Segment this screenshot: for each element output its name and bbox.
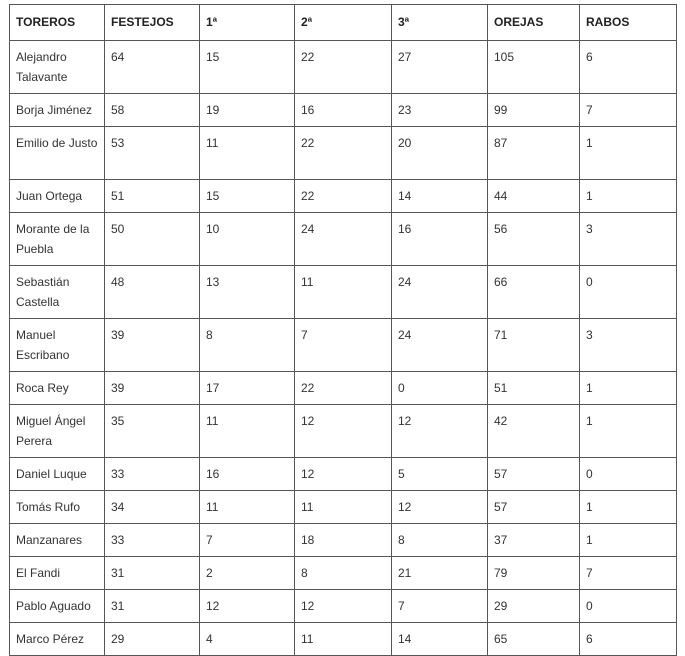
cell-orejas: 65 — [488, 623, 580, 656]
cell-torero: Morante de la Puebla — [10, 213, 105, 266]
cell-torero: Manuel Escribano — [10, 319, 105, 372]
cell-primera: 2 — [200, 557, 295, 590]
cell-primera: 12 — [200, 590, 295, 623]
toreros-table — [9, 4, 677, 656]
cell-tercera: 0 — [392, 372, 488, 405]
cell-rabos: 1 — [580, 372, 677, 405]
table-row — [10, 180, 677, 213]
cell-tercera: 16 — [392, 213, 488, 266]
cell-rabos: 1 — [580, 127, 677, 180]
cell-segunda: 12 — [295, 590, 392, 623]
cell-orejas: 29 — [488, 590, 580, 623]
cell-festejos: 35 — [105, 405, 200, 458]
cell-festejos: 33 — [105, 524, 200, 557]
table-row — [10, 491, 677, 524]
table-row — [10, 557, 677, 590]
header-tercera: 3ª — [392, 5, 488, 41]
cell-tercera: 24 — [392, 266, 488, 319]
cell-tercera: 21 — [392, 557, 488, 590]
cell-tercera: 8 — [392, 524, 488, 557]
cell-festejos: 34 — [105, 491, 200, 524]
cell-rabos: 1 — [580, 180, 677, 213]
cell-segunda: 18 — [295, 524, 392, 557]
cell-primera: 11 — [200, 127, 295, 180]
cell-primera: 11 — [200, 405, 295, 458]
header-orejas: OREJAS — [488, 5, 580, 41]
cell-tercera: 5 — [392, 458, 488, 491]
cell-primera: 11 — [200, 491, 295, 524]
cell-segunda: 24 — [295, 213, 392, 266]
cell-torero: Alejandro Talavante — [10, 41, 105, 94]
cell-torero: Borja Jiménez — [10, 94, 105, 127]
cell-primera: 16 — [200, 458, 295, 491]
table-row — [10, 94, 677, 127]
cell-torero: Marco Pérez — [10, 623, 105, 656]
cell-primera: 4 — [200, 623, 295, 656]
cell-rabos: 6 — [580, 41, 677, 94]
cell-festejos: 64 — [105, 41, 200, 94]
cell-orejas: 87 — [488, 127, 580, 180]
cell-festejos: 39 — [105, 319, 200, 372]
table-row — [10, 405, 677, 458]
cell-segunda: 11 — [295, 491, 392, 524]
cell-orejas: 99 — [488, 94, 580, 127]
table-row — [10, 266, 677, 319]
cell-orejas: 57 — [488, 458, 580, 491]
cell-rabos: 7 — [580, 557, 677, 590]
cell-torero: Daniel Luque — [10, 458, 105, 491]
cell-festejos: 31 — [105, 557, 200, 590]
cell-orejas: 42 — [488, 405, 580, 458]
cell-segunda: 16 — [295, 94, 392, 127]
cell-festejos: 58 — [105, 94, 200, 127]
cell-segunda: 22 — [295, 180, 392, 213]
cell-orejas: 57 — [488, 491, 580, 524]
cell-tercera: 20 — [392, 127, 488, 180]
cell-orejas: 44 — [488, 180, 580, 213]
table-row — [10, 213, 677, 266]
cell-tercera: 14 — [392, 623, 488, 656]
cell-tercera: 14 — [392, 180, 488, 213]
header-toreros: TOREROS — [10, 5, 105, 41]
cell-primera: 17 — [200, 372, 295, 405]
header-segunda: 2ª — [295, 5, 392, 41]
cell-tercera: 7 — [392, 590, 488, 623]
cell-festejos: 29 — [105, 623, 200, 656]
cell-primera: 15 — [200, 41, 295, 94]
cell-segunda: 8 — [295, 557, 392, 590]
table-header-row — [10, 5, 677, 41]
cell-rabos: 3 — [580, 319, 677, 372]
cell-torero: Manzanares — [10, 524, 105, 557]
cell-rabos: 0 — [580, 266, 677, 319]
cell-tercera: 23 — [392, 94, 488, 127]
cell-torero: Juan Ortega — [10, 180, 105, 213]
cell-torero: El Fandi — [10, 557, 105, 590]
cell-torero: Sebastián Castella — [10, 266, 105, 319]
cell-segunda: 12 — [295, 458, 392, 491]
cell-torero: Roca Rey — [10, 372, 105, 405]
cell-primera: 10 — [200, 213, 295, 266]
cell-rabos: 3 — [580, 213, 677, 266]
header-rabos: RABOS — [580, 5, 677, 41]
cell-torero: Miguel Ángel Perera — [10, 405, 105, 458]
cell-primera: 7 — [200, 524, 295, 557]
cell-festejos: 51 — [105, 180, 200, 213]
cell-torero: Emilio de Justo — [10, 127, 105, 180]
cell-rabos: 7 — [580, 94, 677, 127]
table-row — [10, 458, 677, 491]
cell-tercera: 12 — [392, 491, 488, 524]
cell-primera: 13 — [200, 266, 295, 319]
cell-festejos: 31 — [105, 590, 200, 623]
table-row — [10, 41, 677, 94]
table-row — [10, 127, 677, 180]
cell-primera: 8 — [200, 319, 295, 372]
cell-segunda: 22 — [295, 41, 392, 94]
cell-rabos: 1 — [580, 491, 677, 524]
cell-segunda: 22 — [295, 372, 392, 405]
table-row — [10, 590, 677, 623]
table-row — [10, 524, 677, 557]
cell-festejos: 39 — [105, 372, 200, 405]
cell-rabos: 6 — [580, 623, 677, 656]
header-primera: 1ª — [200, 5, 295, 41]
table-row — [10, 372, 677, 405]
cell-orejas: 105 — [488, 41, 580, 94]
cell-torero: Tomás Rufo — [10, 491, 105, 524]
cell-festejos: 33 — [105, 458, 200, 491]
cell-orejas: 79 — [488, 557, 580, 590]
cell-orejas: 71 — [488, 319, 580, 372]
cell-rabos: 1 — [580, 524, 677, 557]
cell-segunda: 22 — [295, 127, 392, 180]
cell-segunda: 11 — [295, 266, 392, 319]
cell-orejas: 37 — [488, 524, 580, 557]
header-festejos: FESTEJOS — [105, 5, 200, 41]
cell-rabos: 0 — [580, 458, 677, 491]
cell-orejas: 51 — [488, 372, 580, 405]
cell-segunda: 11 — [295, 623, 392, 656]
cell-segunda: 12 — [295, 405, 392, 458]
cell-segunda: 7 — [295, 319, 392, 372]
cell-orejas: 56 — [488, 213, 580, 266]
cell-rabos: 1 — [580, 405, 677, 458]
cell-primera: 19 — [200, 94, 295, 127]
cell-festejos: 53 — [105, 127, 200, 180]
table-body — [10, 41, 677, 656]
cell-torero: Pablo Aguado — [10, 590, 105, 623]
table-row — [10, 319, 677, 372]
cell-festejos: 50 — [105, 213, 200, 266]
table-container — [9, 4, 677, 656]
cell-tercera: 24 — [392, 319, 488, 372]
cell-orejas: 66 — [488, 266, 580, 319]
cell-tercera: 27 — [392, 41, 488, 94]
cell-primera: 15 — [200, 180, 295, 213]
cell-tercera: 12 — [392, 405, 488, 458]
cell-rabos: 0 — [580, 590, 677, 623]
cell-festejos: 48 — [105, 266, 200, 319]
